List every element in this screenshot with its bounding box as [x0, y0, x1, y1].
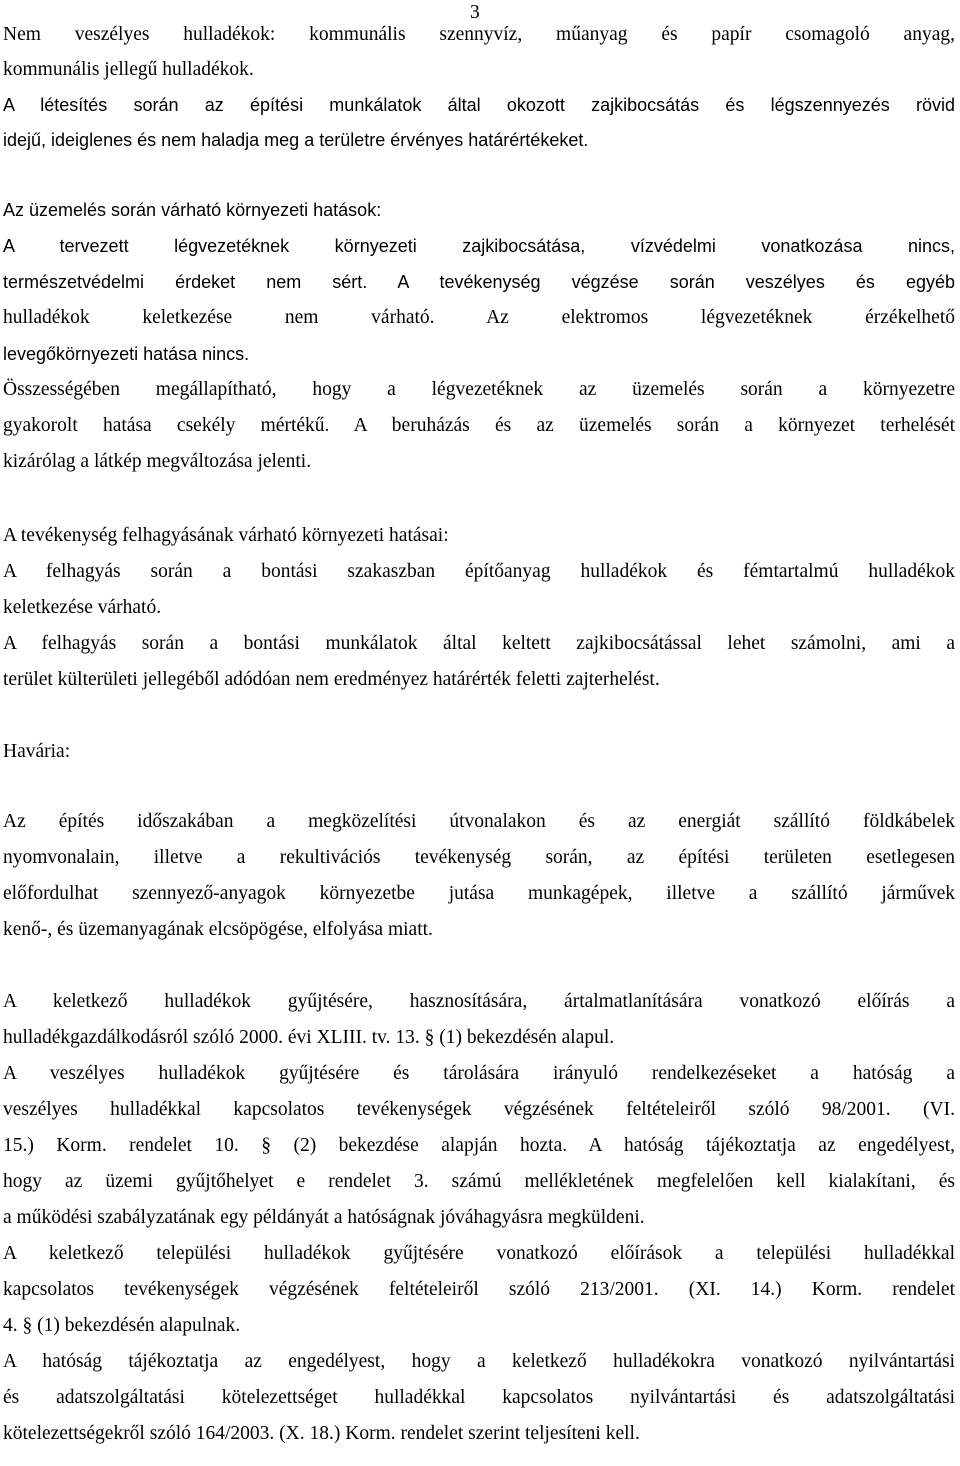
text-line: Havária:: [3, 741, 71, 762]
text-line: terület külterületi jellegéből adódóan nem eredményez határérték feletti zajterhelést.: [3, 669, 660, 690]
text-line: keletkezése várható.: [3, 597, 162, 618]
text-line: Nem veszélyes hulladékok: kommunális szennyvíz, műanyag és papír csomagoló anyag,: [3, 24, 955, 45]
text-line: Összességében megállapítható, hogy a légvezetéknek az üzemelés során a környezetre: [3, 379, 955, 400]
text-line: levegőkörnyezeti hatása nincs.: [3, 344, 250, 364]
text-line: idejű, ideiglenes és nem haladja meg a területre érvényes határértékeket.: [3, 130, 589, 150]
text-line: Az építés időszakában a megközelítési útvonalakon és az energiát szállító földkábelek: [3, 811, 955, 832]
text-line: A felhagyás során a bontási munkálatok által keltett zajkibocsátással lehet számolni, ami a: [3, 633, 955, 654]
text-line: hulladékok keletkezése nem várható. Az elektromos légvezetéknek érzékelhető: [3, 307, 955, 328]
text-line: előfordulhat szennyező-anyagok környezetbe jutása munkagépek, illetve a szállító járművek: [3, 883, 955, 904]
text-line: A létesítés során az építési munkálatok által okozott zajkibocsátás és légszennyezés rövid: [3, 95, 955, 115]
text-line: A keletkező hulladékok gyűjtésére, hasznosítására, ártalmatlanítására vonatkozó előírás a: [3, 991, 955, 1012]
text-line: A tevékenység felhagyásának várható környezeti hatásai:: [3, 525, 449, 546]
text-line: természetvédelmi érdeket nem sért. A tevékenység végzése során veszélyes és egyéb: [3, 272, 955, 292]
text-line: A tervezett légvezetéknek környezeti zajkibocsátása, vízvédelmi vonatkozása nincs,: [3, 236, 955, 256]
text-line: A veszélyes hulladékok gyűjtésére és tárolására irányuló rendelkezéseket a hatóság a: [3, 1063, 955, 1084]
text-line: Az üzemelés során várható környezeti hatások:: [3, 200, 382, 220]
text-line: veszélyes hulladékkal kapcsolatos tevékenységek végzésének feltételeiről szóló 98/2001. (VI.: [3, 1099, 955, 1120]
text-line: kapcsolatos tevékenységek végzésének feltételeiről szóló 213/2001. (XI. 14.) Korm. rendelet: [3, 1279, 955, 1300]
text-line: és adatszolgáltatási kötelezettséget hulladékkal kapcsolatos nyilvántartási és adatszolgáltatási: [3, 1387, 955, 1408]
text-line: gyakorolt hatása csekély mértékű. A beruházás és az üzemelés során a környezet terhelését: [3, 415, 955, 436]
text-line: hulladékgazdálkodásról szóló 2000. évi XLIII. tv. 13. § (1) bekezdésén alapul.: [3, 1027, 615, 1048]
text-line: kenő-, és üzemanyagának elcsöpögése, elfolyása miatt.: [3, 919, 433, 940]
text-line: kizárólag a látkép megváltozása jelenti.: [3, 451, 312, 472]
text-line: hogy az üzemi gyűjtőhelyet e rendelet 3. számú mellékletének megfelelően kell kialakítani, és: [3, 1171, 955, 1192]
text-line: A keletkező települési hulladékok gyűjtésére vonatkozó előírások a települési hulladékkal: [3, 1243, 955, 1264]
text-line: 4. § (1) bekezdésén alapulnak.: [3, 1315, 241, 1336]
text-line: kommunális jellegű hulladékok.: [3, 59, 254, 80]
text-line: kötelezettségekről szóló 164/2003. (X. 18.) Korm. rendelet szerint teljesíteni kell.: [3, 1423, 640, 1444]
text-line: a működési szabályzatának egy példányát a hatóságnak jóváhagyásra megküldeni.: [3, 1207, 645, 1228]
page-number: 3: [470, 2, 480, 23]
text-line: A felhagyás során a bontási szakaszban építőanyag hulladékok és fémtartalmú hulladékok: [3, 561, 955, 582]
text-line: 15.) Korm. rendelet 10. § (2) bekezdése alapján hozta. A hatóság tájékoztatja az engedélyest,: [3, 1135, 955, 1156]
text-line: A hatóság tájékoztatja az engedélyest, hogy a keletkező hulladékokra vonatkozó nyilvántartási: [3, 1351, 955, 1372]
text-line: nyomvonalain, illetve a rekultivációs tevékenység során, az építési területen esetlegesen: [3, 847, 955, 868]
